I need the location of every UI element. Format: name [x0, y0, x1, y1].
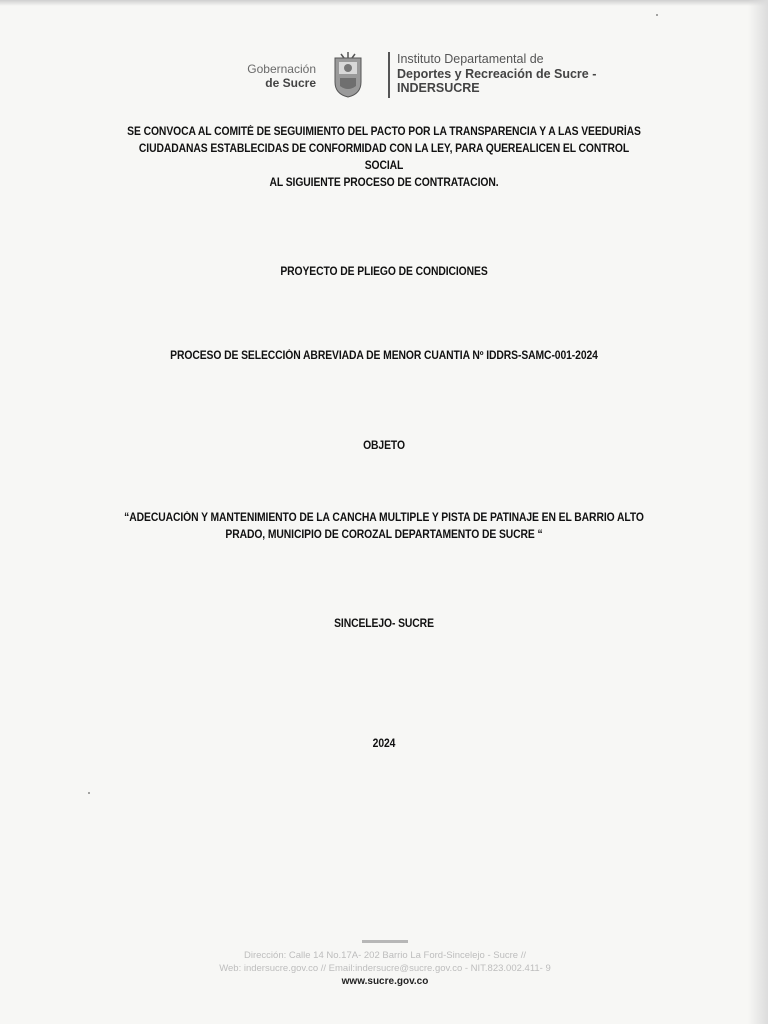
sucre-coat-of-arms-icon: [331, 52, 365, 98]
letterhead-divider: [388, 52, 390, 98]
year-label: 2024: [372, 738, 396, 750]
gov-line-2: de Sucre: [265, 76, 316, 90]
objeto-description: [119, 510, 648, 544]
proyecto-heading: PROYECTO DE PLIEGO DE CONDICIONES: [280, 266, 488, 278]
footer-address: Dirección: Calle 14 No.17A- 202 Barrio La Ford-Sincelejo - Sucre //: [244, 950, 526, 961]
proceso-heading: PROCESO DE SELECCIÓN ABREVIADA DE MENOR CUANTIA Nº IDDRS-SAMC-001-2024: [170, 350, 598, 362]
objeto-label: OBJETO: [363, 440, 405, 452]
city-label: SINCELEJO- SUCRE: [334, 618, 434, 630]
gobernacion-logo-text: [214, 62, 316, 90]
scan-shadow-top: [0, 0, 768, 6]
convocatoria-line-2: CIUDADANAS ESTABLECIDAS DE CONFORMIDAD CON LA LEY, PARA QUEREALICEN EL CONTROL SOCIAL: [138, 143, 630, 172]
objeto-line-2: PRADO, MUNICIPIO DE COROZAL DEPARTAMENTO DE SUCRE “: [225, 529, 543, 541]
gov-line-1: Gobernación: [247, 62, 316, 76]
scan-speck: [656, 14, 658, 16]
convocatoria-paragraph: [119, 124, 648, 192]
footer-rule: [362, 940, 408, 943]
letterhead: [0, 50, 768, 102]
convocatoria-line-3: AL SIGUIENTE PROCESO DE CONTRATACION.: [269, 177, 499, 189]
page-footer: [150, 940, 620, 989]
institute-line-3: INDERSUCRE: [397, 81, 480, 95]
objeto-line-1: “ADECUACIÓN Y MANTENIMIENTO DE LA CANCHA MULTIPLE Y PISTA DE PATINAJE EN EL BARRIO ALTO: [124, 512, 644, 524]
institute-line-1: Instituto Departamental de: [397, 52, 544, 66]
scan-shadow-right: [748, 0, 768, 1024]
scan-speck: [88, 792, 90, 794]
institute-name: [397, 52, 637, 96]
footer-website: www.sucre.gov.co: [341, 976, 429, 987]
footer-contact: Web: indersucre.gov.co // Email:indersucre@sucre.gov.co - NIT.823.002.411- 9: [219, 963, 551, 974]
institute-line-2: Deportes y Recreación de Sucre -: [397, 66, 597, 81]
convocatoria-line-1: SE CONVOCA AL COMITÉ DE SEGUIMIENTO DEL PACTO POR LA TRANSPARENCIA Y A LAS VEEDURÍAS: [127, 126, 641, 138]
